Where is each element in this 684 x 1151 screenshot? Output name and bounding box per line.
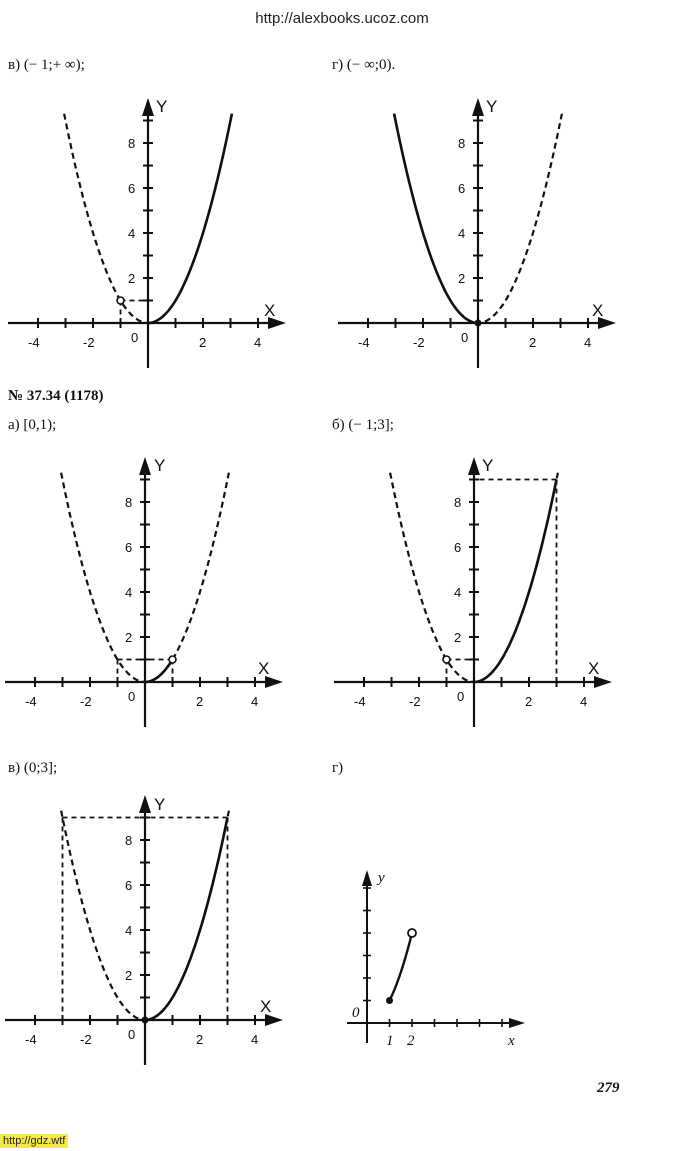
- label-v: в) (0;3];: [8, 760, 58, 776]
- y-tick-label: 8: [458, 136, 466, 151]
- y-tick-label: 6: [454, 540, 462, 555]
- x-tick-label: -2: [413, 335, 425, 350]
- x-tick-label: -4: [25, 1032, 37, 1047]
- origin-label: 0: [352, 1005, 360, 1021]
- y-tick-label: 8: [125, 495, 133, 510]
- x-axis-name: X: [264, 301, 276, 320]
- y-tick-label: 4: [128, 226, 136, 241]
- x-tick-label: -2: [83, 335, 95, 350]
- x-tick-label: -4: [25, 694, 37, 709]
- y-axis-name: Y: [154, 795, 166, 814]
- x-tick-label: 2: [529, 335, 537, 350]
- y-tick-label: 2: [458, 271, 466, 286]
- x-tick-label: 2: [525, 694, 533, 709]
- x-tick-label: 4: [254, 335, 262, 350]
- y-tick-label: 4: [125, 585, 133, 600]
- open-point: [408, 929, 416, 937]
- y-tick-label: 2: [454, 630, 462, 645]
- filled-point: [386, 997, 393, 1004]
- y-tick-label: 6: [125, 540, 133, 555]
- x-axis-name: x: [508, 1033, 515, 1049]
- x-tick-label: -4: [354, 694, 366, 709]
- y-tick-label: 4: [125, 923, 133, 938]
- y-tick-label: 2: [125, 630, 133, 645]
- x-tick-label: 4: [584, 335, 592, 350]
- origin-label: 0: [461, 330, 469, 345]
- label-top-g: г) (− ∞;0).: [332, 57, 396, 73]
- origin-label: 0: [128, 1027, 136, 1042]
- y-tick-label: 8: [454, 495, 462, 510]
- x-tick-label: 4: [251, 694, 259, 709]
- source-url: http://alexbooks.ucoz.com: [255, 10, 429, 27]
- label-top-v: в) (− 1;+ ∞);: [8, 57, 85, 73]
- x-axis-name: X: [592, 301, 604, 320]
- label-g: г): [332, 760, 344, 776]
- curve-solid: [390, 933, 413, 1001]
- y-axis-name: Y: [486, 97, 498, 116]
- y-axis-name: Y: [482, 456, 494, 475]
- x-tick-label: 4: [251, 1032, 259, 1047]
- y-tick-label: 2: [128, 271, 136, 286]
- y-tick-label: 8: [125, 833, 133, 848]
- y-axis-name: Y: [154, 456, 166, 475]
- origin-label: 0: [457, 689, 465, 704]
- y-tick-label: 4: [454, 585, 462, 600]
- y-tick-label: 2: [125, 968, 133, 983]
- y-axis-name: y: [378, 870, 385, 886]
- x-tick-label: -4: [28, 335, 40, 350]
- x-axis-name: X: [588, 659, 600, 678]
- origin-label: 0: [131, 330, 139, 345]
- footer-url: http://gdz.wtf: [0, 1134, 68, 1148]
- x-tick-label: -4: [358, 335, 370, 350]
- y-tick-label: 8: [128, 136, 136, 151]
- x-tick-label: -2: [80, 694, 92, 709]
- x-tick-label: 2: [196, 1032, 204, 1047]
- y-axis-name: Y: [156, 97, 168, 116]
- y-tick-label: 6: [458, 181, 466, 196]
- x-axis-name: X: [258, 659, 270, 678]
- x-tick-label: 1: [386, 1033, 394, 1049]
- x-tick-label: 2: [196, 694, 204, 709]
- x-tick-label: -2: [80, 1032, 92, 1047]
- y-tick-label: 6: [128, 181, 136, 196]
- y-tick-label: 4: [458, 226, 466, 241]
- x-tick-label: 4: [580, 694, 588, 709]
- x-tick-label: 2: [407, 1033, 415, 1049]
- origin-label: 0: [128, 689, 136, 704]
- label-a: а) [0,1);: [8, 417, 57, 433]
- x-tick-label: 2: [199, 335, 207, 350]
- x-tick-label: -2: [409, 694, 421, 709]
- x-axis-name: X: [260, 997, 272, 1016]
- problem-number: № 37.34 (1178): [8, 388, 104, 404]
- y-tick-label: 6: [125, 878, 133, 893]
- page-number: 279: [597, 1080, 620, 1096]
- label-b: б) (− 1;3];: [332, 417, 394, 433]
